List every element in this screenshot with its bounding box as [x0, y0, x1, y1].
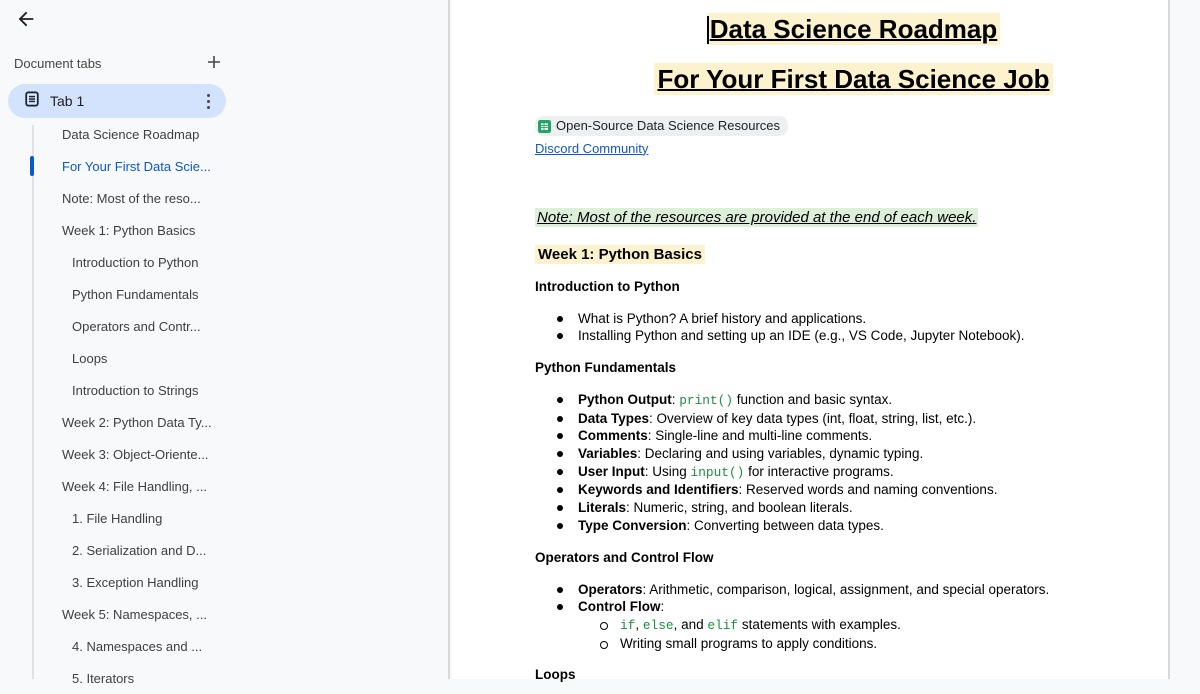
chip-label: Open-Source Data Science Resources	[556, 118, 781, 133]
bullet-item: Variables: Declaring and using variables, dynamic typing.	[535, 445, 1168, 463]
outline-item[interactable]: Introduction to Python	[72, 254, 199, 270]
kebab-vertical-icon	[207, 94, 210, 109]
text-cursor	[707, 16, 709, 44]
tab-label: Tab 1	[50, 93, 85, 109]
doc-heading: Loops	[535, 667, 576, 683]
outline-item[interactable]: 5. Iterators	[72, 670, 135, 686]
bullet-item: Python Output: print() function and basic syntax.	[535, 391, 1168, 410]
bullet-item: Control Flow:	[535, 598, 1168, 616]
doc-heading: Introduction to Python	[535, 278, 680, 294]
outline-item[interactable]: Week 2: Python Data Ty...	[62, 414, 212, 430]
outline-item[interactable]: Week 3: Object-Oriente...	[62, 446, 209, 462]
outline-item[interactable]: Week 1: Python Basics	[62, 222, 196, 238]
arrow-left-icon	[15, 8, 37, 33]
document-icon	[24, 91, 40, 112]
outline-item[interactable]: 1. File Handling	[72, 510, 163, 526]
doc-title-line2	[535, 63, 1172, 95]
sheets-icon	[538, 120, 551, 133]
outline-item[interactable]: Loops	[72, 350, 108, 366]
link-line	[535, 140, 1168, 158]
bullet-item: Literals: Numeric, string, and boolean literals.	[535, 499, 1168, 517]
outline-item[interactable]: 2. Serialization and D...	[72, 542, 207, 558]
add-tab-button[interactable]	[202, 51, 226, 75]
bullet-item: Operators: Arithmetic, comparison, logical, assignment, and special operators.	[535, 581, 1168, 599]
outline-item[interactable]: Operators and Contr...	[72, 318, 201, 334]
sheets-chip[interactable]	[535, 116, 788, 136]
bullet-item: Comments: Single-line and multi-line comments.	[535, 427, 1168, 445]
document-page[interactable]	[452, 0, 1170, 683]
discord-community-link[interactable]: Discord Community	[535, 140, 649, 156]
outline-item[interactable]: Week 4: File Handling, ...	[62, 478, 207, 494]
bullet-item: Installing Python and setting up an IDE (e.g., VS Code, Jupyter Notebook).	[535, 327, 1168, 345]
bullet-item: Writing small programs to apply conditions.	[535, 635, 1168, 653]
outline-item[interactable]: 4. Namespaces and ...	[72, 638, 203, 654]
outline-list	[0, 118, 240, 694]
back-button[interactable]	[10, 4, 42, 36]
bullet-item: What is Python? A brief history and applications.	[535, 310, 1168, 328]
bullet-item: User Input: Using input() for interactive programs.	[535, 463, 1168, 482]
document-tabs-panel	[0, 0, 450, 686]
bullet-list	[535, 581, 1168, 653]
note-text: Note: Most of the resources are provided at the end of each week.	[537, 208, 977, 226]
doc-heading: Week 1: Python Basics	[535, 246, 1168, 264]
bullet-item: Data Types: Overview of key data types (int, float, string, list, etc.).	[535, 410, 1168, 428]
doc-title-text: Data Science Roadmap	[707, 13, 1001, 45]
doc-heading: Operators and Control Flow	[535, 549, 714, 565]
chip-line	[535, 116, 1168, 138]
outline-item[interactable]: Data Science Roadmap	[62, 126, 200, 142]
doc-blocks	[535, 246, 1168, 683]
bullet-item: Type Conversion: Converting between data types.	[535, 517, 1168, 535]
doc-title-line1	[535, 13, 1172, 45]
outline-item[interactable]: 3. Exception Handling	[72, 574, 199, 590]
doc-subtitle-text: For Your First Data Science Job	[654, 63, 1052, 95]
outline-item[interactable]: Note: Most of the reso...	[62, 190, 201, 206]
bullet-item: if, else, and elif statements with examples.	[535, 616, 1168, 635]
plus-icon	[206, 54, 222, 73]
bullet-list	[535, 310, 1168, 345]
tab-menu-button[interactable]	[203, 90, 214, 113]
outline-item[interactable]: For Your First Data Scie...	[62, 158, 211, 174]
note-line	[535, 209, 1168, 227]
bullet-item: Keywords and Identifiers: Reserved words and naming conventions.	[535, 481, 1168, 499]
tab-item-tab1[interactable]	[8, 84, 226, 118]
doc-heading: Python Fundamentals	[535, 359, 677, 375]
outline-item[interactable]: Python Fundamentals	[72, 286, 199, 302]
outline-item[interactable]: Introduction to Strings	[72, 382, 199, 398]
bullet-list	[535, 391, 1168, 535]
outline-item[interactable]: Week 5: Namespaces, ...	[62, 606, 207, 622]
document-tabs-header	[14, 51, 226, 75]
document-tabs-title: Document tabs	[14, 55, 102, 71]
